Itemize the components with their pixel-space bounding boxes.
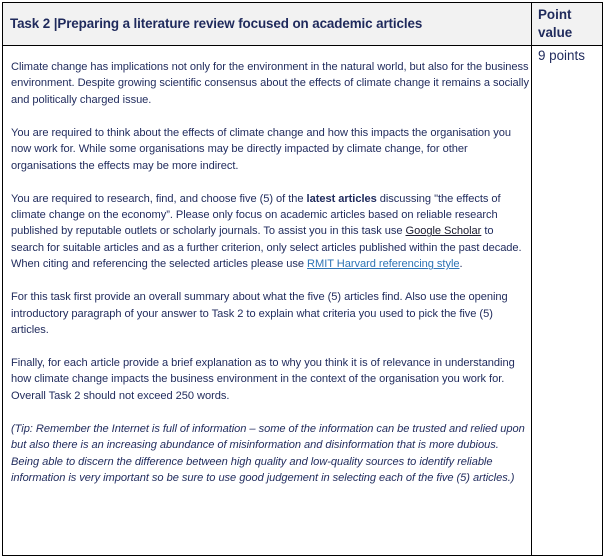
column-divider	[531, 3, 532, 555]
latest-articles-emphasis: latest articles	[306, 192, 377, 205]
paragraph-summary: For this task first provide an overall summary about what the five (5) articles find. Also use the opening introductory paragraph of your answer to Task 2 to explain what criteria you used to pick the five (5) articles.	[11, 291, 508, 337]
research-text-b: discussing "the effects of climate change on the economy”. Please only focus on academic articles based on reliable research published by reputable outlets or scholarly journals. To assist you in this task use	[11, 192, 501, 238]
google-scholar-link[interactable]: Google Scholar	[405, 225, 482, 238]
rmit-harvard-link[interactable]: RMIT Harvard referencing style	[307, 258, 460, 271]
task-table	[2, 2, 603, 556]
task-description	[11, 59, 529, 503]
paragraph-research	[11, 191, 529, 273]
point-value-header	[538, 6, 572, 42]
point-value-label-line1: Point	[538, 7, 572, 22]
paragraph-intro: Climate change has implications not only for the environment in the natural world, but also for the business environment. Despite growing scientific consensus about the effects of climate change it remains a socially and politically charged issue.	[11, 61, 529, 106]
paragraph-requirement: You are required to think about the effects of climate change and how this impacts the organisation you now work for. While some organisations may be directly impacted by climate change, for other organisations the effects may be more indirect.	[11, 126, 511, 172]
research-text-d: .	[459, 258, 463, 271]
task-title: Task 2 |Preparing a literature review focused on academic articles	[10, 16, 423, 31]
paragraph-explanation: Finally, for each article provide a brief explanation as to why you think it is of relevance in understanding how climate change impacts the business environment in the context of the organisation you work for. Overall Task 2 should not exceed 250 words.	[11, 357, 515, 402]
research-text-a: You are required to research, find, and choose five (5) of the	[11, 192, 307, 205]
points-value: 9 points	[538, 48, 585, 63]
point-value-label-line2: value	[538, 25, 573, 40]
research-text-c: to search for suitable articles and as a further criterion, only select articles published within the past decade. When citing and referencing the selected articles please use	[11, 225, 522, 271]
paragraph-tip: (Tip: Remember the Internet is full of information – some of the information can be trusted and relied upon but also there is an increasing abundance of misinformation and disinformation that is more dubious. Being able to discern the difference between high quality and low-quality sources to identify reliable information is very important so be sure to use good judgement in selecting each of the five (5) articles.)	[11, 422, 525, 485]
